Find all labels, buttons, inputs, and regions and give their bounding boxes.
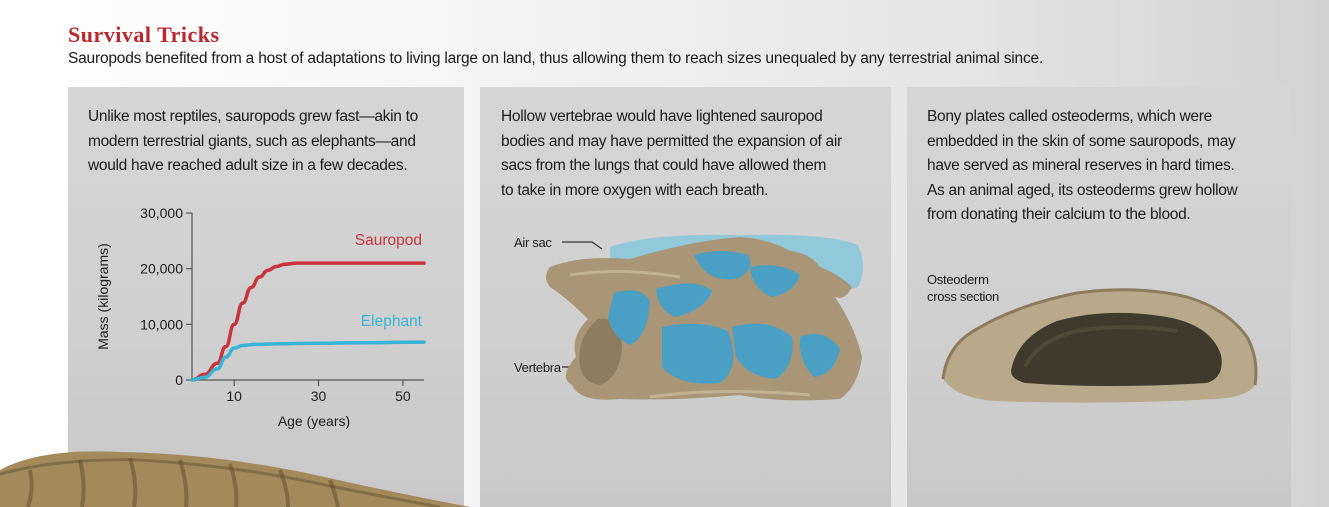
osteoderm-illustration <box>907 267 1291 467</box>
x-tick-label: 30 <box>310 388 327 404</box>
vertebra-panel-text <box>501 105 881 203</box>
osteoderm-label-line: Osteoderm <box>927 272 989 287</box>
y-axis-label: Mass (kilograms) <box>95 243 111 350</box>
text-line: Hollow vertebrae would have lightened sauropod <box>501 108 823 125</box>
x-axis-label: Age (years) <box>277 413 351 429</box>
text-line: would have reached adult size in a few decades. <box>88 157 408 174</box>
air-sac-label: Air sac <box>514 235 552 250</box>
y-tick-label: 20,000 <box>140 260 183 277</box>
x-tick-label: 50 <box>395 388 411 404</box>
osteoderm-panel-text <box>927 105 1287 228</box>
article-title: Survival Tricks <box>68 22 220 47</box>
y-tick-label: 10,000 <box>140 316 183 333</box>
dinosaur-illustration <box>0 440 470 507</box>
series-label-sauropod: Sauropod <box>354 232 422 250</box>
article-subtitle: Sauropods benefited from a host of adaptations to living large on land, thus allowing them to reach sizes unequaled by any terrestrial animal since. <box>68 50 1044 67</box>
series-label-elephant: Elephant <box>360 313 422 331</box>
text-line: bodies and may have permitted the expansion of air <box>501 132 842 150</box>
text-line: sacs from the lungs that could have allowed them <box>501 157 827 174</box>
text-line: modern terrestrial giants, such as elephants—and <box>88 132 416 150</box>
growth-chart <box>68 87 464 447</box>
vertebra-illustration <box>480 227 891 427</box>
text-line: embedded in the skin of some sauropods, may <box>927 132 1236 150</box>
y-tick-label: 0 <box>175 372 183 388</box>
text-line: Bony plates called osteoderms, which were <box>927 108 1212 125</box>
vertebra-panel <box>480 87 891 507</box>
osteoderm-panel <box>907 87 1291 507</box>
vertebra-label: Vertebra <box>514 360 561 375</box>
text-line: As an animal aged, its osteoderms grew hollow <box>927 181 1238 199</box>
text-line: have served as mineral reserves in hard times. <box>927 157 1235 174</box>
y-tick-label: 30,000 <box>140 205 183 221</box>
osteoderm-label-line: cross section <box>927 289 999 304</box>
text-line: Unlike most reptiles, sauropods grew fast—akin to <box>88 108 418 125</box>
text-line: from donating their calcium to the blood. <box>927 206 1191 223</box>
text-line: to take in more oxygen with each breath. <box>501 181 769 199</box>
x-tick-label: 10 <box>226 388 242 404</box>
